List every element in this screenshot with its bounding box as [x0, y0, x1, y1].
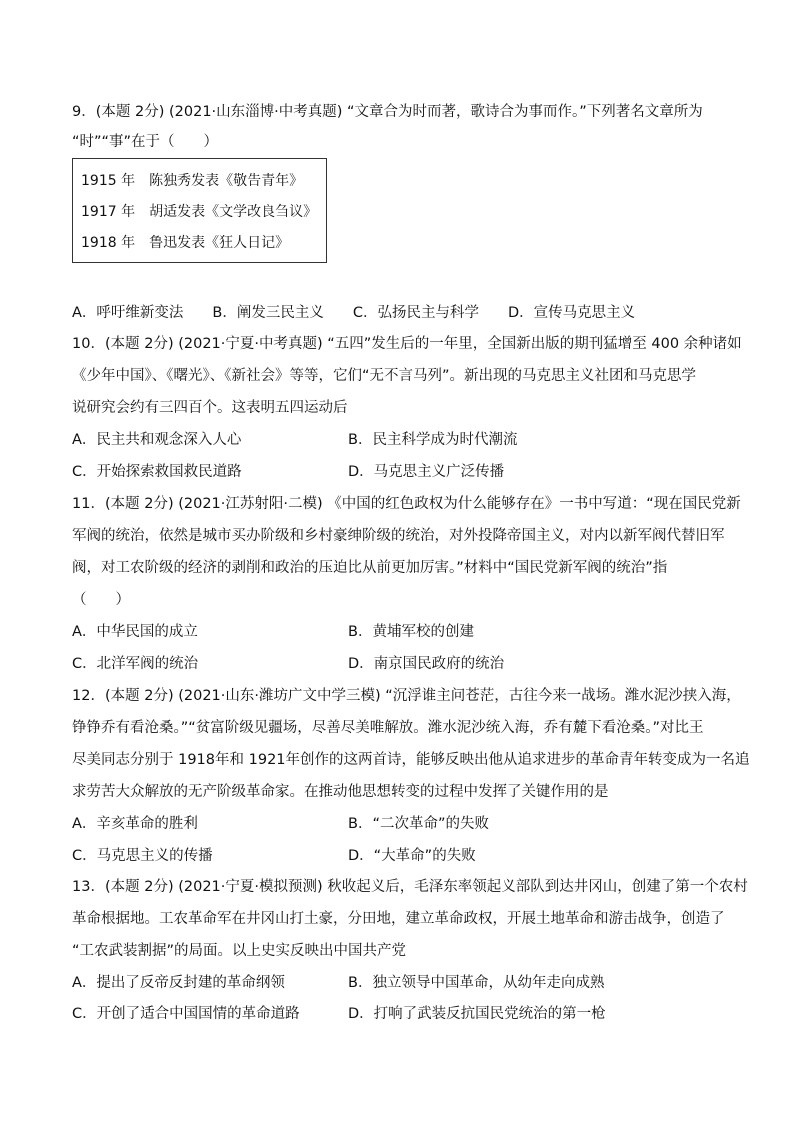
q12-option-c: C．马克思主义的传播	[72, 848, 213, 864]
q10-stem-line-2: 《少年中国》、《曙光》、《新社会》等等，它们“无不言马列”。新出现的马克思主义社团和马克思学	[72, 368, 697, 384]
q12-option-a: A．辛亥革命的胜利	[72, 816, 198, 832]
q9-stem-line-1: 9．(本题 2分) (2021·山东淄博·中考真题) “文章合为时而著，歌诗合为事而作。”下列著名文章所为	[72, 104, 703, 120]
q9-material-row: 1917 年 胡适发表《文学改良刍议》	[81, 204, 318, 220]
q9-material-row: 1918 年 鲁迅发表《狂人日记》	[81, 235, 290, 251]
q12-stem-line-2: 铮铮乔有看沧桑。”“贫富阶级见疆场，尽善尽美唯解放。潍水泥沙统入海，乔有麓下看沧桑。”对比王	[72, 720, 704, 736]
q12-stem-line-3: 尽美同志分别于 1918年和 1921年创作的这两首诗，能够反映出他从追求进步的革命青年转变成为一名追	[72, 752, 750, 768]
q13-option-a: A．提出了反帝反封建的革命纲领	[72, 975, 285, 991]
q11-stem-line-4: （ ）	[72, 592, 130, 608]
q12-option-b: B．“二次革命”的失败	[348, 816, 489, 832]
q10-option-d: D．马克思主义广泛传播	[348, 464, 505, 480]
q10-option-c: C．开始探索救国救民道路	[72, 464, 242, 480]
q10-option-a: A．民主共和观念深入人心	[72, 432, 242, 448]
q11-option-d: D．南京国民政府的统治	[348, 656, 505, 672]
q13-option-c: C．开创了适合中国国情的革命道路	[72, 1006, 300, 1022]
q13-stem-line-2: 革命根据地。工农革命军在井冈山打土豪，分田地，建立革命政权，开展土地革命和游击战争，创造了	[72, 911, 725, 927]
q13-option-b: B．独立领导中国革命，从幼年走向成熟	[348, 975, 605, 991]
q9-material-box	[72, 158, 327, 263]
q10-option-b: B．民主科学成为时代潮流	[348, 432, 518, 448]
q9-material-row: 1915 年 陈独秀发表《敬告青年》	[81, 173, 304, 189]
q12-stem-line-1: 12．(本题 2分) (2021·山东·潍坊广文中学三模) “沉浮谁主问苍茫，古往今来一战场。潍水泥沙挟入海，	[72, 688, 741, 704]
q10-stem-line-1: 10．(本题 2分) (2021·宁夏·中考真题) “五四”发生后的一年里，全国新出版的期刊猛增至 400 余种诸如	[72, 336, 742, 352]
q13-stem-line-3: “工农武装割据”的局面。以上史实反映出中国共产党	[72, 943, 407, 959]
q11-stem-line-1: 11．(本题 2分) (2021·江苏射阳·二模) 《中国的红色政权为什么能够存在》一书中写道：“现在国民党新	[72, 496, 741, 512]
q9-stem-line-2: “时”“事”在于（ ）	[72, 134, 219, 150]
q11-option-c: C．北洋军阀的统治	[72, 656, 199, 672]
q13-option-d: D．打响了武装反抗国民党统治的第一枪	[348, 1006, 606, 1022]
q11-stem-line-2: 军阀的统治，依然是城市买办阶级和乡村豪绅阶级的统治，对外投降帝国主义，对内以新军阀代替旧军	[72, 528, 725, 544]
q11-option-b: B．黄埔军校的创建	[348, 624, 474, 640]
q12-stem-line-4: 求劳苦大众解放的无产阶级革命家。在推动他思想转变的过程中发挥了关键作用的是	[72, 784, 609, 800]
q11-stem-line-3: 阀，对工农阶级的经济的剥削和政治的压迫比从前更加厉害。”材料中“国民党新军阀的统治”指	[72, 560, 668, 576]
q13-stem-line-1: 13．(本题 2分) (2021·宁夏·模拟预测) 秋收起义后，毛泽东率领起义部队到达井冈山，创建了第一个农村	[72, 879, 748, 895]
q11-option-a: A．中华民国的成立	[72, 624, 198, 640]
q9-options: A．呼吁维新变法 B．阐发三民主义 C．弘扬民主与科学 D．宣传马克思主义	[72, 305, 636, 321]
q10-stem-line-3: 说研究会约有三四百个。这表明五四运动后	[72, 400, 348, 416]
q12-option-d: D．“大革命”的失败	[348, 848, 476, 864]
